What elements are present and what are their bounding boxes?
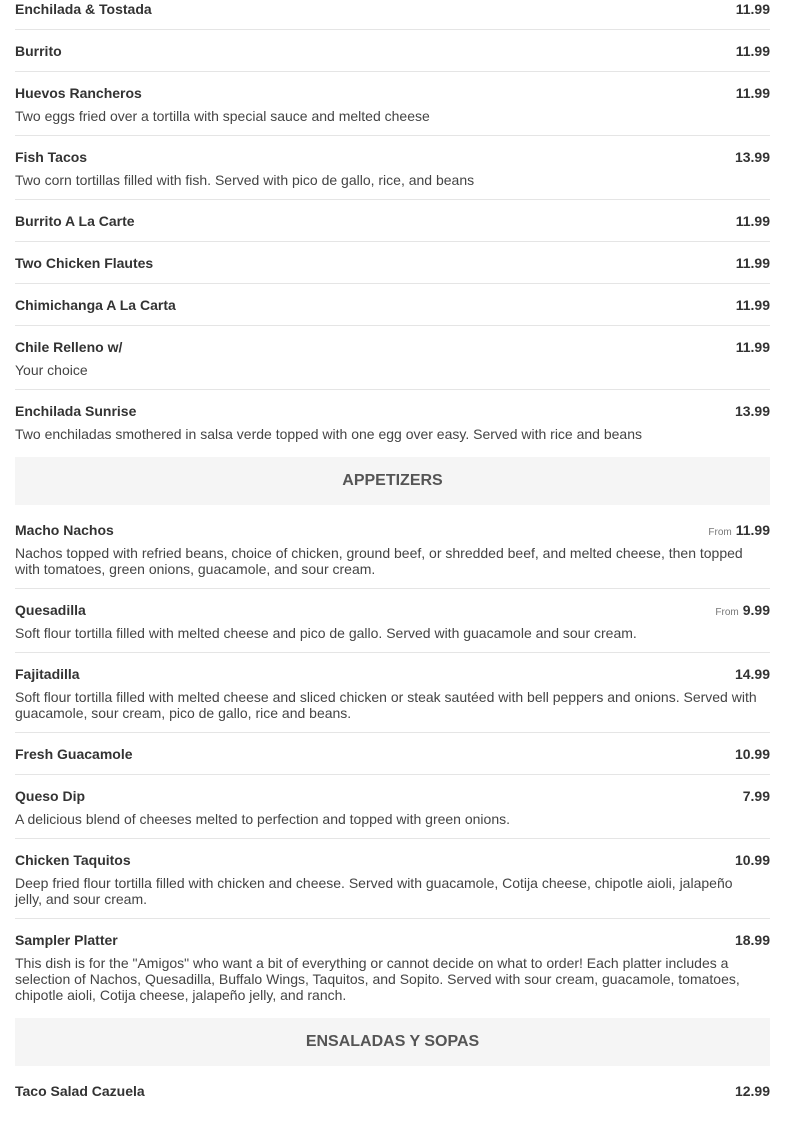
item-price: 11.99 (735, 255, 770, 271)
item-name: Macho Nachos (15, 522, 114, 538)
menu-item[interactable] (15, 390, 770, 453)
item-name: Fish Tacos (15, 149, 88, 165)
item-price: 14.99 (734, 666, 770, 682)
item-description: Nachos topped with refried beans, choice of chicken, ground beef, or shredded beef, and melted cheese, then topped with tomatoes, green onions, guacamole, and sour cream. (15, 545, 743, 577)
item-description: Soft flour tortilla filled with melted cheese and pico de gallo. Served with guacamole and sour cream. (15, 625, 637, 641)
price-value: 9.99 (742, 602, 770, 618)
item-description: Soft flour tortilla filled with melted cheese and sliced chicken or steak sautéed with bell peppers and onions. Served with guacamole, sour cream, pico de gallo, rice and beans. (15, 689, 757, 721)
item-price: 18.99 (734, 932, 770, 948)
item-price: 10.99 (734, 746, 770, 762)
item-price: 11.99 (735, 1, 770, 17)
item-name: Burrito A La Carte (15, 213, 135, 229)
menu-item[interactable] (15, 653, 770, 733)
item-description: Two enchiladas smothered in salsa verde topped with one egg over easy. Served with rice and beans (15, 426, 642, 442)
item-price: 11.99 (735, 297, 770, 313)
menu-item[interactable] (15, 505, 770, 589)
item-name: Two Chicken Flautes (15, 255, 154, 271)
section-header-appetizers: APPETIZERS (15, 457, 770, 505)
item-description: This dish is for the "Amigos" who want a bit of everything or cannot decide on what to order! Each platter includes a selection of Nachos, Quesadilla, Buffalo Wings, Taquitos, and Sopito. Served with sour cream, guacamole, tomatoes, chipotle aioli, Cotija cheese, jalapeño jelly, and ranch. (15, 955, 740, 1003)
item-name: Fajitadilla (15, 666, 80, 682)
item-name: Quesadilla (15, 602, 86, 618)
item-description: A delicious blend of cheeses melted to perfection and topped with green onions. (15, 811, 510, 827)
item-price: 11.99 (735, 43, 770, 59)
item-price: 11.99 (735, 339, 770, 355)
item-price: 13.99 (734, 403, 770, 419)
item-price: 7.99 (742, 788, 770, 804)
menu-item[interactable] (15, 30, 770, 72)
item-price: 10.99 (734, 852, 770, 868)
item-description: Two eggs fried over a tortilla with special sauce and melted cheese (15, 108, 430, 124)
item-description: Deep fried flour tortilla filled with chicken and cheese. Served with guacamole, Cotija cheese, chipotle aioli, jalapeño jelly, and sour cream. (15, 875, 733, 907)
item-name: Sampler Platter (15, 932, 118, 948)
item-name: Taco Salad Cazuela (15, 1083, 145, 1099)
item-price (715, 601, 770, 622)
item-name: Fresh Guacamole (15, 746, 133, 762)
item-name: Burrito (15, 43, 62, 59)
item-name: Chicken Taquitos (15, 852, 131, 868)
item-name: Chile Relleno w/ (15, 339, 123, 355)
item-description: Two corn tortillas filled with fish. Served with pico de gallo, rice, and beans (15, 172, 475, 188)
menu-item[interactable] (15, 839, 770, 919)
menu-item[interactable] (15, 136, 770, 200)
item-price (708, 521, 770, 542)
menu-item[interactable] (15, 919, 770, 1014)
item-price: 11.99 (735, 85, 770, 101)
menu-item[interactable] (15, 733, 770, 775)
menu-item[interactable] (15, 242, 770, 284)
menu-item[interactable] (15, 200, 770, 242)
item-name: Queso Dip (15, 788, 86, 804)
menu-list (15, 0, 770, 1111)
section-header-salads: ENSALADAS Y SOPAS (15, 1018, 770, 1066)
menu-item[interactable] (15, 589, 770, 653)
menu-item[interactable] (15, 326, 770, 390)
menu-item[interactable] (15, 0, 770, 30)
menu-item[interactable] (15, 1066, 770, 1111)
item-name: Chimichanga A La Carta (15, 297, 176, 313)
item-name: Enchilada Sunrise (15, 403, 137, 419)
item-price: 13.99 (734, 149, 770, 165)
item-description: Your choice (15, 362, 88, 378)
menu-item[interactable] (15, 72, 770, 136)
price-value: 11.99 (735, 522, 770, 538)
item-price: 12.99 (734, 1083, 770, 1099)
menu-item[interactable] (15, 775, 770, 839)
price-from-label: From (708, 527, 732, 538)
item-name: Enchilada & Tostada (15, 1, 152, 17)
price-from-label: From (715, 607, 739, 618)
menu-item[interactable] (15, 284, 770, 326)
item-price: 11.99 (735, 213, 770, 229)
item-name: Huevos Rancheros (15, 85, 142, 101)
